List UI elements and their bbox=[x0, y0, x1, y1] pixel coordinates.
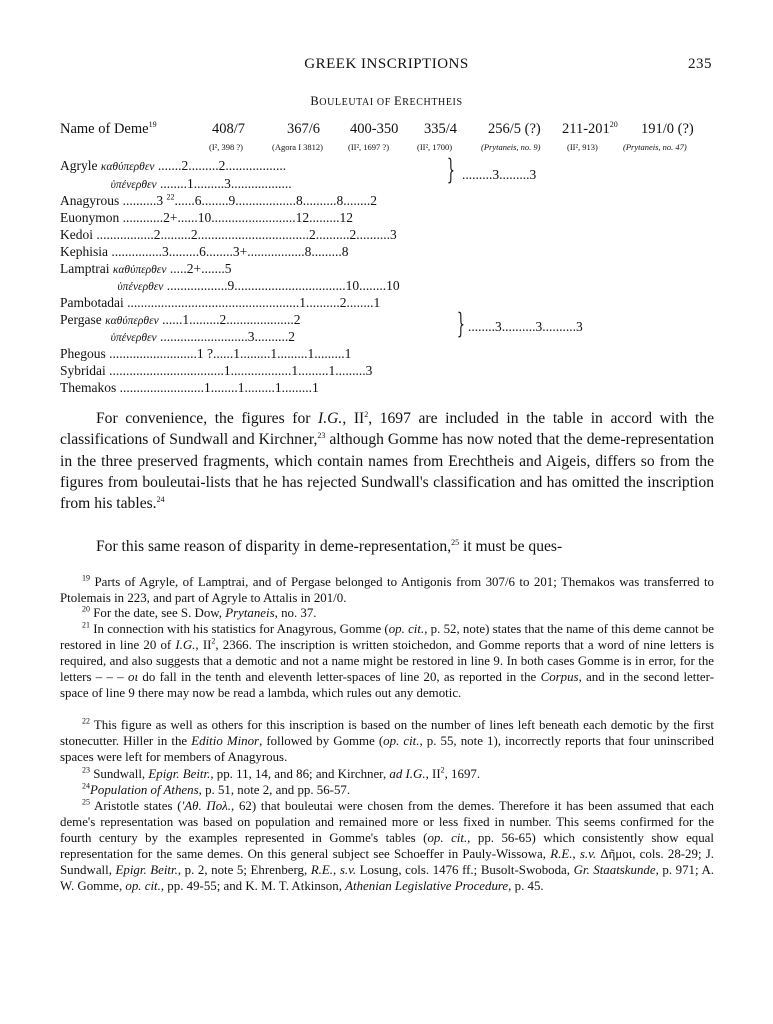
table-row: ὑπένερθεν ..........................3..........2 bbox=[110, 329, 296, 344]
table-row: Sybridai ..................................1..................1.........1.........3 bbox=[60, 363, 373, 378]
column-subheader: (II², 1697 ?) bbox=[348, 142, 390, 152]
column-subheader: (Prytaneis, no. 9) bbox=[481, 142, 541, 152]
agryle-combined-values: .........3.........3 bbox=[462, 167, 537, 182]
table-row: Lamptrai καθύπερθεν .....2+.......5 bbox=[60, 261, 232, 276]
table-title: BOULEUTAI OF ERECHTHEIS bbox=[310, 94, 463, 108]
table-row: Agryle καθύπερθεν .......2.........2.................. bbox=[60, 158, 287, 173]
footnote-23: $^{23}$ Sundwall, Epigr. Beitr., pp. 11, 14, and 86; and Kirchner, ad I.G., $II^2$, 1697. bbox=[82, 765, 481, 781]
page-number: 235 bbox=[688, 56, 712, 72]
column-header: $211-201^{20}$ bbox=[562, 120, 618, 137]
brace-pergase: } bbox=[456, 307, 465, 340]
body-paragraph: For convenience, the figures for I.G., $II^2$, 1697 are included in the table in accord with the classifications of Sundwall and Kirchner,$^{23}$ although Gomme has now noted that the deme-representation in the three preserved fragments, which contain names from Erechtheis and Aigeis, differs so from the figures from bouleutai-lists that he has rejected Sundwall's classification and has omitted the inscription from his tables.$^{24}$ bbox=[60, 409, 714, 513]
column-subheader: (Prytaneis, no. 47) bbox=[623, 142, 687, 152]
footnote-20: $^{20}$ For the date, see S. Dow, Prytaneis, no. 37. bbox=[82, 604, 317, 620]
brace-agryle: } bbox=[446, 153, 455, 186]
column-header: 191/0 (?) bbox=[641, 121, 694, 137]
table-row: Themakos .........................1........1.........1.........1 bbox=[60, 380, 319, 395]
table-row: Pambotadai ...................................................1..........2........1 bbox=[60, 295, 381, 310]
footnote-19: $^{19}$ Parts of Agryle, of Lamptrai, and of Pergase belonged to Antigonis from 307/6 to 201; Themakos was transferred to Ptolemais in 223, and part of Agryle to Attalis in 201/0. bbox=[60, 573, 714, 605]
table-row: Phegous ..........................1 ?......1.........1.........1.........1 bbox=[60, 346, 352, 361]
pergase-combined-values: ........3..........3..........3 bbox=[468, 319, 583, 334]
table-row: Kephisia ...............3.........6........3+.................8.........8 bbox=[60, 244, 349, 259]
running-header-title: GREEK INSCRIPTIONS bbox=[304, 56, 469, 72]
table-row: Euonymon ............2+......10.........................12.........12 bbox=[60, 210, 353, 225]
column-subheader: (I², 398 ?) bbox=[209, 142, 243, 152]
column-subheader: (II², 913) bbox=[567, 142, 598, 152]
footnote-22: $^{22}$ This figure as well as others for this inscription is based on the number of lines left beneath each demotic by the first stonecutter. Hiller in the Editio Minor, followed by Gomme (op. cit., p. 55, note 1), incorrectly reports that four uninscribed spaces were left for members of Anagyrous. bbox=[60, 716, 714, 764]
footnote-21: $^{21}$ In connection with his statistics for Anagyrous, Gomme (op. cit., p. 52, note) states that the name of this deme cannot be restored in line 20 of I.G., $II^2$, 2366. The inscription is written stoichedon, and Gomme reports that a word of nine letters is required, and also suggests that a demotic and not a name might be restored in line 9. In both cases Gomme is in error, for the letters – – – οι do fall in the tenth and eleventh letter-spaces of line 20, as reported in the Corpus, and in the second letter-space of line 9 there may now be read a lambda, which rules out any demotic. bbox=[60, 620, 714, 700]
column-subheader: (Agora I 3812) bbox=[272, 142, 323, 152]
column-header: 256/5 (?) bbox=[488, 121, 541, 137]
body-paragraph: For this same reason of disparity in deme-representation,$^{25}$ it must be ques- bbox=[96, 537, 563, 555]
footnote-24: $^{24}$Population of Athens, p. 51, note 2, and pp. 56-57. bbox=[82, 781, 351, 797]
table-row: ὑπένερθεν ........1.........3.................. bbox=[110, 176, 292, 191]
column-subheader: (II², 1700) bbox=[417, 142, 453, 152]
table-row: ὑπένερθεν ..................9.................................10........10 bbox=[117, 278, 400, 293]
table-row: Kedoi .................2.........2.................................2..........2..........3 bbox=[60, 227, 397, 242]
table-row: Anagyrous ..........3 $^{22}$......6........9..................8..........8........2 bbox=[60, 192, 377, 208]
column-header: 400-350 bbox=[350, 121, 399, 137]
footnote-25: $^{25}$ Aristotle states ('Αθ. Πολ., 62) that bouleutai were chosen from the demes. Therefore it has been assumed that each deme's representation was based on population and remained more or less fixed in number. This seems confirmed for the fourth century by the examples represented in Gomme's tables (op. cit., pp. 56-65) which consistently show equal representation for the same demes. On this general subject see Schoeffer in Pauly-Wissowa, R.E., s.v. Δῆμοι, cols. 28-29; J. Sundwall, Epigr. Beitr., p. 2, note 5; Ehrenberg, R.E., s.v. Losung, cols. 1476 ff.; Busolt-Swoboda, Gr. Staatskunde, p. 971; A. W. Gomme, op. cit., pp. 49-55; and K. M. T. Atkinson, Athenian Legislative Procedure, p. 45. bbox=[60, 797, 715, 893]
column-header-name: Name of Deme$^{19}$ bbox=[60, 120, 157, 137]
column-header: 335/4 bbox=[424, 121, 458, 137]
column-header: 367/6 bbox=[287, 121, 321, 137]
column-header: 408/7 bbox=[212, 121, 246, 137]
table-row: Pergase καθύπερθεν ......1.........2....................2 bbox=[60, 312, 301, 327]
